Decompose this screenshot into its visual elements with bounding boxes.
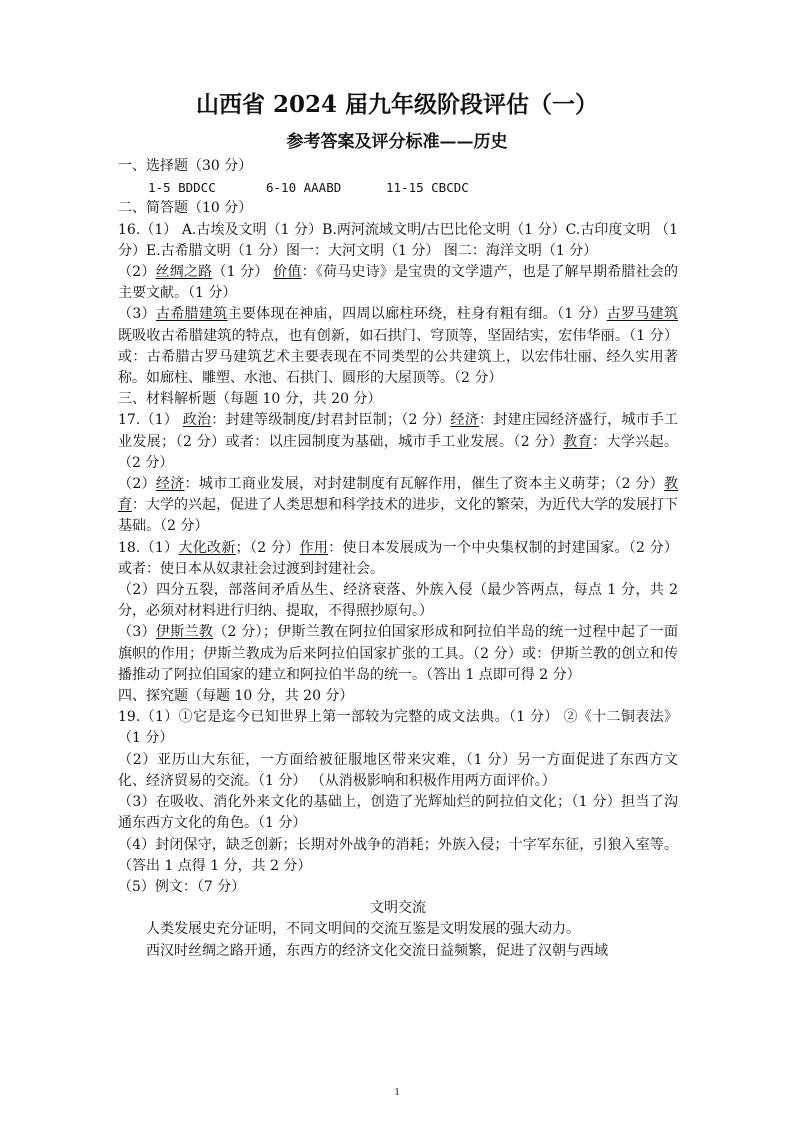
underlined-term: 古希腊建筑	[155, 306, 228, 323]
answer-18-1: 18.（1）大化改新；（2 分）作用：使日本发展成为一个中央集权制的封建国家。（2 分）或者：使日本从奴隶社会过渡到封建社会。	[118, 539, 679, 577]
underlined-term: 经济	[155, 476, 185, 493]
essay-paragraph: 人类发展史充分证明，不同文明间的交流互鉴是文明发展的强大动力。	[146, 921, 580, 938]
underlined-term: 经济	[450, 412, 479, 429]
choice-answers-11-15: 11-15 CBCDC	[386, 180, 469, 196]
answer-body	[118, 156, 678, 962]
underlined-term: 大化改新	[178, 539, 236, 556]
answer-17-1: 17.（1） 政治：封建等级制度/封君封臣制；（2 分）经济：封建庄园经济盛行，城市手工业发展；（2 分）或者：以庄园制度为基础，城市手工业发展。（2 分）教育：大学兴起。（2 分）	[118, 412, 679, 471]
page-subtitle: 参考答案及评分标准——历史	[286, 132, 508, 152]
answer-16-2: （2）丝绸之路（1 分） 价值：《荷马史诗》是宝贵的文学遗产，也是了解早期希腊社会的主要文献。（1 分）	[118, 264, 678, 302]
underlined-term: 古罗马建筑	[606, 306, 679, 323]
page-title: 山西省 2024 届九年级阶段评估（一）	[195, 91, 599, 118]
underlined-term: 伊斯兰教	[155, 624, 214, 641]
answer-19-3: （3）在吸收、消化外来文化的基础上，创造了光辉灿烂的阿拉伯文化；（1 分）担当了沟通东西方文化的角色。（1 分）	[118, 794, 678, 832]
page-number: 1	[394, 1086, 400, 1098]
answer-16-1: 16.（1） A.古埃及文明（1 分）B.两河流域文明/古巴比伦文明（1 分）C.古印度文明 （1 分）E.古希腊文明（1 分）图一：大河文明（1 分） 图二：海洋文明（1 分）	[118, 221, 678, 259]
underlined-term: 政治	[182, 412, 212, 429]
underlined-term: 作用	[299, 539, 329, 556]
answer-16-3: （3）古希腊建筑主要体现在神庙，四周以廊柱环绕，柱身有粗有细。（1 分）古罗马建筑既吸收古希腊建筑的特点，也有创新，如石拱门、穹顶等，坚固结实，宏伟华丽。（1 分）或：古希腊古罗马建筑艺术主要表现在不同类型的公共建筑上，以宏伟壮丽、经久实用著称。如廊柱、雕塑、水池、石拱门、圆形的大屋顶等。（2 分）	[118, 306, 679, 387]
answer-19-5: （5）例文：（7 分）	[118, 878, 246, 895]
answer-19-2: （2）亚历山大东征，一方面给被征服地区带来灾难，（1 分）另一方面促进了东西方文化、经济贸易的交流。（1 分） （从消极影响和积极作用两方面评价。）	[118, 751, 678, 789]
answer-18-3: （3）伊斯兰教（2 分）；伊斯兰教在阿拉伯国家形成和阿拉伯半岛的统一过程中起了一面旗帜的作用；伊斯兰教成为后来阿拉伯国家扩张的工具。（2 分）或：伊斯兰教的创立和传播推动了阿拉伯国家的建立和阿拉伯半岛的统一。（答出 1 点即可得 2 分）	[118, 624, 678, 683]
choice-answers-6-10: 6-10 AAABD	[266, 180, 342, 196]
section-heading-choice: 一、选择题（30 分）	[118, 158, 253, 174]
essay-paragraph: 西汉时丝绸之路开通，东西方的经济文化交流日益频繁，促进了汉朝与西域	[146, 942, 608, 959]
answer-19-1: 19.（1）①它是迄今已知世界上第一部较为完整的成文法典。（1 分） ②《十二铜表法》（1 分）	[118, 709, 678, 747]
underlined-term: 教育	[118, 476, 678, 514]
section-heading-short-answer: 二、简答题（10 分）	[118, 200, 253, 217]
choice-answers-1-5: 1-5 BDDCC	[148, 180, 216, 196]
section-heading-inquiry: 四、探究题（每题 10 分，共 20 分）	[118, 688, 354, 705]
underlined-term: 价值	[273, 264, 302, 281]
answer-19-4: （4）封闭保守，缺乏创新；长期对外战争的消耗；外族入侵；十字军东征，引狼入室等。（答出 1 点得 1 分，共 2 分）	[118, 836, 678, 874]
answer-17-2: （2）经济：城市工商业发展，对封建制度有瓦解作用，催生了资本主义萌芽；（2 分）教育：大学的兴起，促进了人类思想和科学技术的进步，文化的繁荣，为近代大学的发展打下基础。（2 分）	[118, 476, 678, 535]
choice-answers	[118, 177, 678, 198]
section-heading-material: 三、材料解析题（每题 10 分，共 20 分）	[118, 391, 382, 408]
underlined-term: 教育	[563, 433, 593, 450]
answer-18-2: （2）四分五裂，部落间矛盾丛生、经济衰落、外族入侵（最少答两点，每点 1 分，共 2 分，必须对材料进行归纳、提取，不得照抄原句。）	[118, 582, 678, 620]
essay-title: 文明交流	[370, 900, 426, 917]
underlined-term: 丝绸之路	[155, 264, 213, 281]
